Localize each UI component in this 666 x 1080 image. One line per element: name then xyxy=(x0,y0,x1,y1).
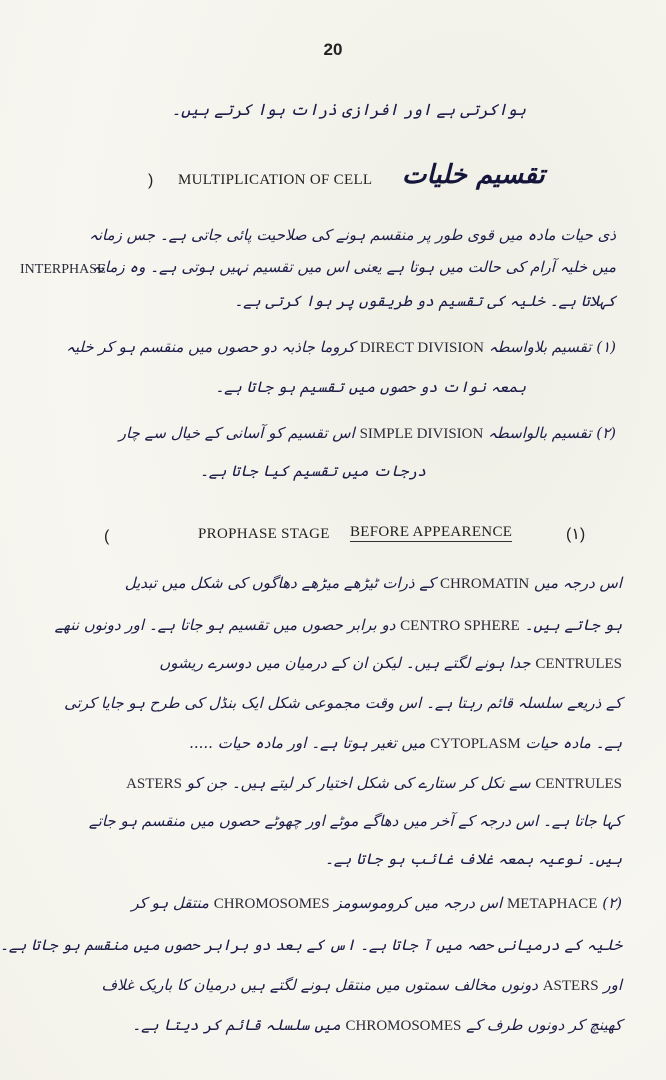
para3-line-3 xyxy=(102,976,622,995)
item1-line-2: بمعہ نوات دو حصوں میں تقسیم ہو جاتا ہے۔ xyxy=(215,378,526,396)
item1-line-1 xyxy=(66,338,616,357)
para3-3-b: دونوں مخالف سمتوں میں منتقل ہونے لگتے ہیں درمیان کا باریک غلاف xyxy=(101,976,538,994)
para2-1-en: CHROMATIN xyxy=(440,576,530,592)
item1-number: (۱) xyxy=(596,338,616,356)
para2-5-en: CYTOPLASM xyxy=(430,736,521,752)
para2-line-3 xyxy=(159,654,622,673)
para2-line-7: کہا جاتا ہے۔ اس درجہ کے آخر میں دھاگے موٹے اور چھوٹے حصوں میں منقسم ہو جاتے xyxy=(88,812,622,830)
para2-2-en: CENTRO SPHERE xyxy=(400,618,520,634)
heading-english: MULTIPLICATION OF CELL xyxy=(178,172,373,188)
text-line-1: ہواکرتی ہے اور افرازی ذرات ہوا کرتے ہیں۔ xyxy=(171,100,526,119)
para2-line-1 xyxy=(125,574,622,593)
para2-6-b: سے نکل کر ستارے کی شکل اختیار کر لیتے ہیں۔ جن کو xyxy=(186,774,531,792)
stage-paren: ( xyxy=(104,528,110,545)
para2-6-en: CENTRULES xyxy=(535,776,622,792)
para3-4-b: میں سلسلہ قائم کر دیتا ہے۔ xyxy=(132,1016,341,1034)
item2-number: (۲) xyxy=(596,424,616,442)
page-number: 20 xyxy=(323,40,343,59)
para3-line-4 xyxy=(132,1016,622,1035)
stage-english-a: PROPHASE STAGE xyxy=(198,526,330,542)
para2-line-4: کے ذریعے سلسلہ قائم رہتا ہے۔ اس وقت مجموعی شکل ایک بنڈل کی طرح ہو جایا کرتی xyxy=(64,694,622,712)
para2-line-6 xyxy=(126,774,622,793)
stage-number: (۱) xyxy=(566,526,586,543)
para2-line-8: ہیں۔ نوعیہ بمعہ غلاف غائب ہو جاتا ہے۔ xyxy=(324,850,622,868)
heading-urdu: تقسیم خلیات xyxy=(402,160,545,190)
para2-2-a: ہو جاتے ہیں۔ xyxy=(524,616,622,634)
item2-line-2: درجات میں تقسیم کیا جاتا ہے۔ xyxy=(200,462,426,480)
para2-5-b: میں تغیر ہوتا ہے۔ اور مادہ حیات ..... xyxy=(189,734,426,752)
item2-line-1 xyxy=(119,424,616,443)
item1-urdu-b: کروما جاذبہ دو حصوں میں منقسم ہو کر خلیہ xyxy=(66,338,355,356)
stage-english-b: BEFORE APPEARENCE xyxy=(350,524,513,540)
para2-5-a: ہے۔ مادہ حیات xyxy=(525,734,622,752)
para3-1-c: منتقل ہو کر xyxy=(131,894,209,912)
para3-4-en: CHROMOSOMES xyxy=(345,1018,462,1034)
para1-line-1: ذی حیات مادہ میں قوی طور پر منقسم ہونے کی صلاحیت پائی جاتی ہے۔ جس زمانہ xyxy=(89,226,616,244)
para2-line-2 xyxy=(55,616,622,635)
para2-1-a: اس درجہ میں xyxy=(534,574,622,592)
item1-english: DIRECT DIVISION xyxy=(359,340,485,356)
para3-1-b: اس درجہ میں کروموسومز xyxy=(334,894,503,912)
item2-english: SIMPLE DIVISION xyxy=(359,426,484,442)
interphase-term: INTERPHASE xyxy=(20,262,106,277)
para2-1-b: کے ذرات ٹیڑھے میڑھے دھاگوں کی شکل میں تبدیل xyxy=(124,574,436,592)
para2-3-en: CENTRULES xyxy=(535,656,622,672)
para2-2-b: دو برابر حصوں میں تقسیم ہو جاتا ہے۔ اور دونوں ننھے xyxy=(54,616,396,634)
item2-urdu-b: اس تقسیم کو آسانی کے خیال سے چار xyxy=(118,424,355,442)
para3-1-en: METAPHACE xyxy=(506,896,598,912)
para1-line-2: میں خلیہ آرام کی حالت میں ہوتا ہے یعنی اس میں تقسیم نہیں ہوتی ہے۔ وہ زمانہ xyxy=(91,258,616,276)
para2-line-5 xyxy=(189,734,622,753)
para3-3-en: ASTERS xyxy=(542,978,599,994)
para2-3-b: جدا ہونے لگتے ہیں۔ لیکن ان کے درمیان میں دوسرے ریشوں xyxy=(159,654,531,672)
para3-4-a: کھینچ کر دونوں طرف کے xyxy=(466,1016,622,1034)
heading-paren: ) xyxy=(148,172,154,189)
para3-line-2: خلیہ کے درمیانی حصہ میں آ جاتا ہے۔ اس کے بعد دو برابر حصوں میں منقسم ہو جاتا ہے۔ xyxy=(0,936,622,954)
para3-line-1 xyxy=(131,894,622,913)
item1-urdu-a: تقسیم بلاواسطہ xyxy=(488,338,592,356)
para3-3-a: اور xyxy=(603,976,622,994)
para1-line-3: کہلاتا ہے۔ خلیہ کی تقسیم دو طریقوں پر ہوا کرتی ہے۔ xyxy=(234,292,616,310)
para3-1-en2: CHROMOSOMES xyxy=(213,896,330,912)
para3-1-a: (۲) xyxy=(602,894,622,912)
item2-urdu-a: تقسیم بالواسطہ xyxy=(488,424,592,442)
para2-6-en2: ASTERS xyxy=(126,776,182,792)
